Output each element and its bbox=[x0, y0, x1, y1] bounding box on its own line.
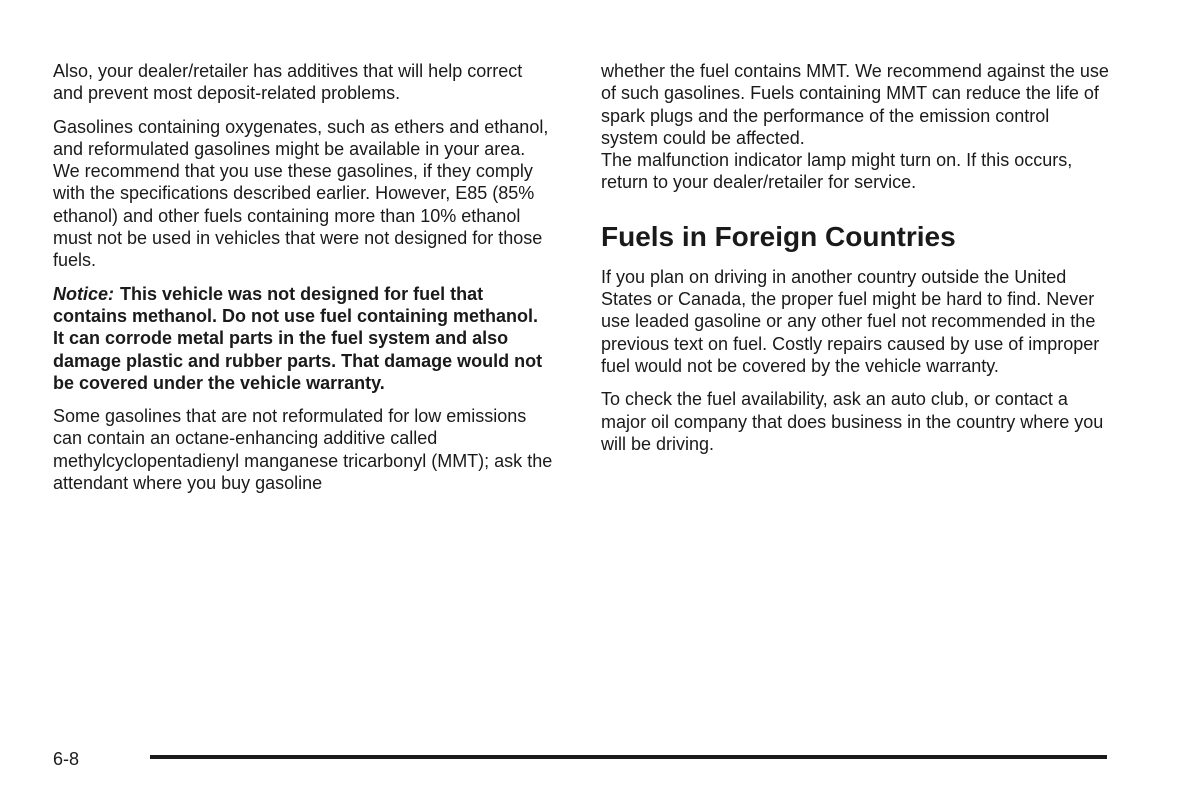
paragraph-oxygenates: Gasolines containing oxygenates, such as ethers and ethanol, and reformulated gasolines might be available in your area. We recommend that you use these gasolines, if they comply with the specifications described earlier. However, E85 (85% ethanol) and other fuels containing more than 10% ethanol must not be used in vehicles that were not designed for those fuels. bbox=[53, 116, 549, 271]
page-number: 6-8 bbox=[53, 749, 80, 769]
left-column bbox=[53, 60, 553, 505]
section-heading-foreign-fuels: Fuels in Foreign Countries bbox=[601, 220, 956, 252]
paragraph-mmt-intro: Some gasolines that are not reformulated for low emissions can contain an octane-enhancing additive called methylcyclopentadienyl manganese tricarbonyl (MMT); ask the attendant where you buy gasoline bbox=[53, 406, 553, 494]
paragraph-fuel-availability: To check the fuel availability, ask an auto club, or contact a major oil company that does business in the country where you will be driving. bbox=[601, 389, 1104, 454]
footer-rule bbox=[150, 755, 1107, 759]
paragraph-dealer-additives: Also, your dealer/retailer has additives that will help correct and prevent most deposit-related problems. bbox=[53, 61, 523, 104]
paragraph-foreign-driving: If you plan on driving in another country outside the United States or Canada, the proper fuel might be hard to find. Never use leaded gasoline or any other fuel not recommended in the previous text on fuel. Costly repairs caused by use of improper fuel would not be covered by the vehicle warranty. bbox=[601, 266, 1100, 376]
right-column bbox=[601, 60, 1111, 466]
paragraph-malfunction-lamp: The malfunction indicator lamp might turn on. If this occurs, return to your dealer/retailer for service. bbox=[601, 150, 1073, 193]
notice-text: This vehicle was not designed for fuel that contains methanol. Do not use fuel containing methanol. It can corrode metal parts in the fuel system and also damage plastic and rubber parts. That damage would not be covered under the vehicle warranty. bbox=[53, 283, 543, 393]
notice-label: Notice: bbox=[53, 283, 115, 304]
notice-methanol bbox=[53, 283, 553, 394]
paragraph-mmt-continued: whether the fuel contains MMT. We recommend against the use of such gasolines. Fuels containing MMT can reduce the life of spark plugs and the performance of the emission control system could be affected. bbox=[601, 61, 1109, 148]
